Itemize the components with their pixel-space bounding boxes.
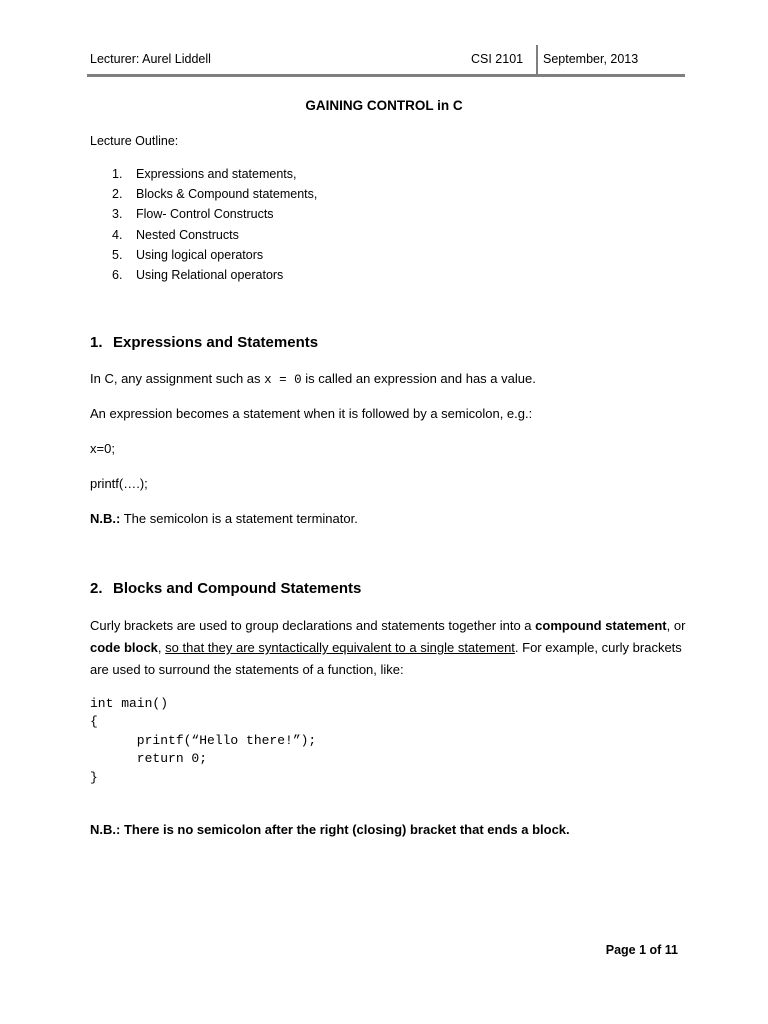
code-line: return 0; <box>90 751 208 767</box>
outline-label: Lecture Outline: <box>90 134 179 148</box>
page-number: Page 1 of 11 <box>605 943 678 957</box>
outline-item: 2. Blocks & Compound statements, <box>112 187 318 202</box>
header-divider <box>536 45 538 75</box>
code-line: } <box>90 769 98 785</box>
outline-item: 5. Using logical operators <box>112 247 264 262</box>
page-header <box>0 0 768 80</box>
header-date: September, 2013 <box>543 52 639 66</box>
code-line: { <box>90 714 98 730</box>
outline-item: 3. Flow- Control Constructs <box>112 207 274 222</box>
section-heading-expressions: 1. Expressions and Statements <box>90 334 319 351</box>
code-block <box>90 695 316 787</box>
section1-paragraph-2: An expression becomes a statement when it is followed by a semicolon, e.g.: <box>90 406 533 421</box>
code-line: int main() <box>90 696 169 711</box>
code-line: printf(“Hello there!”); <box>90 732 317 748</box>
section2-paragraph: Curly brackets are used to group declarations and statements together into a compound statement, or code block, so that they are syntactically equivalent to a single statement. For example, curly brackets are used to surround the statements of a function, like: <box>90 618 686 677</box>
header-rule <box>87 74 685 77</box>
section1-paragraph-1: In C, any assignment such as x = 0 is called an expression and has a value. <box>90 371 536 387</box>
section2-note: N.B.: There is no semicolon after the right (closing) bracket that ends a block. <box>90 822 570 837</box>
section-heading-blocks: 2. Blocks and Compound Statements <box>90 580 362 597</box>
outline-item: 6. Using Relational operators <box>112 267 284 282</box>
outline-list <box>112 166 317 287</box>
lecturer-name: Lecturer: Aurel Liddell <box>90 52 211 66</box>
example-statement-2: printf(….); <box>90 476 148 491</box>
example-statement-1: x=0; <box>90 441 115 456</box>
inline-code: x = 0 <box>264 373 302 387</box>
course-code: CSI 2101 <box>471 52 524 66</box>
outline-item: 4. Nested Constructs <box>112 227 239 242</box>
outline-item: 1. Expressions and statements, <box>112 167 297 181</box>
document-title: GAINING CONTROL in C <box>305 98 463 113</box>
section1-note: N.B.: The semicolon is a statement terminator. <box>90 511 358 526</box>
